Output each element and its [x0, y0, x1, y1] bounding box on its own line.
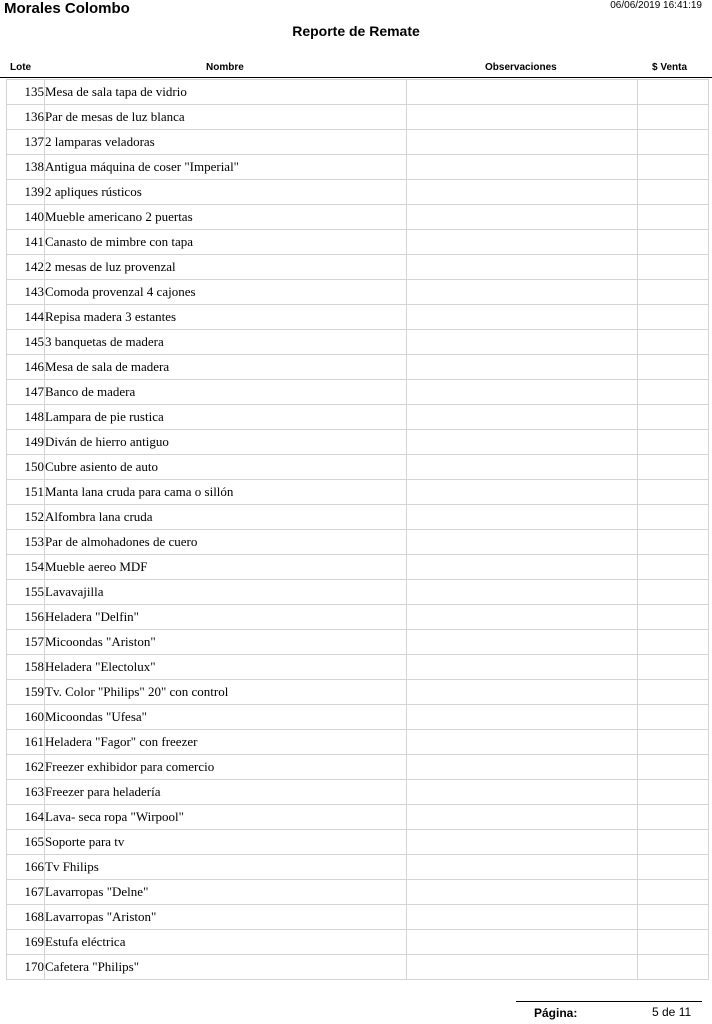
lot-venta [638, 480, 709, 505]
lot-name: Manta lana cruda para cama o sillón [45, 480, 407, 505]
table-row [7, 730, 709, 755]
lot-observaciones [407, 405, 638, 430]
lot-observaciones [407, 255, 638, 280]
column-header-venta: $ Venta [652, 62, 688, 73]
lot-venta [638, 505, 709, 530]
table-row [7, 855, 709, 880]
lot-number: 137 [7, 130, 45, 155]
table-row [7, 280, 709, 305]
lot-name: Repisa madera 3 estantes [45, 305, 407, 330]
table-row [7, 580, 709, 605]
lot-name: Lavavajilla [45, 580, 407, 605]
table-row [7, 955, 709, 980]
table-row [7, 355, 709, 380]
lot-name: Tv Fhilips [45, 855, 407, 880]
lot-venta [638, 530, 709, 555]
lot-number: 157 [7, 630, 45, 655]
lot-number: 148 [7, 405, 45, 430]
lot-venta [638, 930, 709, 955]
lot-observaciones [407, 755, 638, 780]
lot-name: Cubre asiento de auto [45, 455, 407, 480]
table-row [7, 430, 709, 455]
lot-number: 147 [7, 380, 45, 405]
lot-name: 2 mesas de luz provenzal [45, 255, 407, 280]
lot-name: Par de almohadones de cuero [45, 530, 407, 555]
column-header-lote: Lote [10, 62, 32, 73]
lot-observaciones [407, 580, 638, 605]
table-row [7, 530, 709, 555]
lot-name: Mesa de sala tapa de vidrio [45, 80, 407, 105]
company-name: Morales Colombo [4, 0, 130, 17]
lot-observaciones [407, 880, 638, 905]
lot-venta [638, 730, 709, 755]
lot-number: 153 [7, 530, 45, 555]
lot-venta [638, 180, 709, 205]
table-row [7, 880, 709, 905]
table-row [7, 780, 709, 805]
lot-name: Diván de hierro antiguo [45, 430, 407, 455]
lot-observaciones [407, 930, 638, 955]
lot-venta [638, 255, 709, 280]
lot-number: 156 [7, 605, 45, 630]
table-row [7, 805, 709, 830]
table-row [7, 380, 709, 405]
lot-name: Par de mesas de luz blanca [45, 105, 407, 130]
lot-name: 2 lamparas veladoras [45, 130, 407, 155]
lot-venta [638, 405, 709, 430]
lot-number: 143 [7, 280, 45, 305]
lot-number: 169 [7, 930, 45, 955]
lot-venta [638, 755, 709, 780]
table-row [7, 105, 709, 130]
lot-venta [638, 205, 709, 230]
lot-name: 2 apliques rústicos [45, 180, 407, 205]
lot-name: Heladera "Delfin" [45, 605, 407, 630]
lot-number: 141 [7, 230, 45, 255]
table-row [7, 155, 709, 180]
lot-number: 145 [7, 330, 45, 355]
lot-venta [638, 705, 709, 730]
lot-observaciones [407, 730, 638, 755]
lot-venta [638, 955, 709, 980]
lot-venta [638, 305, 709, 330]
lot-number: 139 [7, 180, 45, 205]
lot-name: Tv. Color "Philips" 20" con control [45, 680, 407, 705]
lot-observaciones [407, 80, 638, 105]
table-row [7, 505, 709, 530]
table-row [7, 630, 709, 655]
lots-table [6, 79, 709, 980]
lot-number: 170 [7, 955, 45, 980]
lot-name: Comoda provenzal 4 cajones [45, 280, 407, 305]
lot-observaciones [407, 480, 638, 505]
lot-observaciones [407, 655, 638, 680]
lot-observaciones [407, 505, 638, 530]
lot-name: Lavarropas "Ariston" [45, 905, 407, 930]
lot-number: 144 [7, 305, 45, 330]
table-row [7, 680, 709, 705]
lot-venta [638, 330, 709, 355]
lot-number: 152 [7, 505, 45, 530]
lot-observaciones [407, 280, 638, 305]
table-row [7, 605, 709, 630]
lot-observaciones [407, 530, 638, 555]
lots-table-body [7, 80, 709, 980]
lot-name: Estufa eléctrica [45, 930, 407, 955]
lot-venta [638, 830, 709, 855]
lot-number: 146 [7, 355, 45, 380]
lot-venta [638, 280, 709, 305]
table-row [7, 305, 709, 330]
table-row [7, 405, 709, 430]
lot-observaciones [407, 355, 638, 380]
lot-observaciones [407, 155, 638, 180]
lot-name: Cafetera "Philips" [45, 955, 407, 980]
lot-number: 154 [7, 555, 45, 580]
report-title: Reporte de Remate [292, 23, 420, 39]
lot-venta [638, 105, 709, 130]
lot-name: Freezer para heladería [45, 780, 407, 805]
lot-observaciones [407, 230, 638, 255]
table-row [7, 255, 709, 280]
lot-observaciones [407, 705, 638, 730]
lot-name: Antigua máquina de coser "Imperial" [45, 155, 407, 180]
table-row [7, 480, 709, 505]
lot-venta [638, 555, 709, 580]
lot-observaciones [407, 455, 638, 480]
lot-observaciones [407, 430, 638, 455]
page-label: Página: [534, 1006, 578, 1020]
lot-observaciones [407, 630, 638, 655]
lot-venta [638, 580, 709, 605]
lot-observaciones [407, 855, 638, 880]
lot-observaciones [407, 305, 638, 330]
lot-venta [638, 380, 709, 405]
lot-name: Micoondas "Ufesa" [45, 705, 407, 730]
lot-observaciones [407, 105, 638, 130]
table-row [7, 455, 709, 480]
lot-number: 167 [7, 880, 45, 905]
lot-observaciones [407, 205, 638, 230]
lot-venta [638, 780, 709, 805]
lot-number: 150 [7, 455, 45, 480]
table-row [7, 905, 709, 930]
lot-name: Freezer exhibidor para comercio [45, 755, 407, 780]
lot-observaciones [407, 955, 638, 980]
table-row [7, 555, 709, 580]
lot-number: 136 [7, 105, 45, 130]
lot-venta [638, 905, 709, 930]
lot-name: Soporte para tv [45, 830, 407, 855]
table-row [7, 655, 709, 680]
lot-number: 160 [7, 705, 45, 730]
lot-number: 163 [7, 780, 45, 805]
lot-name: Lampara de pie rustica [45, 405, 407, 430]
lot-name: Mueble americano 2 puertas [45, 205, 407, 230]
lot-observaciones [407, 605, 638, 630]
lot-observaciones [407, 680, 638, 705]
table-row [7, 930, 709, 955]
table-row [7, 180, 709, 205]
lot-name: Mesa de sala de madera [45, 355, 407, 380]
lot-number: 159 [7, 680, 45, 705]
lot-venta [638, 80, 709, 105]
lot-name: Heladera "Electolux" [45, 655, 407, 680]
lot-venta [638, 430, 709, 455]
lot-venta [638, 855, 709, 880]
lot-name: Mueble aereo MDF [45, 555, 407, 580]
lot-number: 155 [7, 580, 45, 605]
page-number: 5 de 11 [652, 1005, 692, 1019]
lot-observaciones [407, 555, 638, 580]
lot-name: Banco de madera [45, 380, 407, 405]
lot-observaciones [407, 330, 638, 355]
lot-venta [638, 880, 709, 905]
lot-venta [638, 655, 709, 680]
table-row [7, 755, 709, 780]
lot-venta [638, 155, 709, 180]
column-header-observaciones: Observaciones [485, 62, 557, 73]
lot-observaciones [407, 905, 638, 930]
table-row [7, 830, 709, 855]
table-row [7, 80, 709, 105]
report-datetime: 06/06/2019 16:41:19 [610, 0, 702, 11]
lot-venta [638, 680, 709, 705]
table-row [7, 130, 709, 155]
lot-venta [638, 630, 709, 655]
lot-venta [638, 130, 709, 155]
lot-observaciones [407, 805, 638, 830]
lot-venta [638, 605, 709, 630]
lot-venta [638, 230, 709, 255]
lot-number: 135 [7, 80, 45, 105]
lot-observaciones [407, 830, 638, 855]
lot-number: 142 [7, 255, 45, 280]
table-row [7, 330, 709, 355]
lot-venta [638, 355, 709, 380]
table-row [7, 230, 709, 255]
lot-number: 158 [7, 655, 45, 680]
lot-name: 3 banquetas de madera [45, 330, 407, 355]
footer-divider [516, 1001, 702, 1002]
table-row [7, 705, 709, 730]
table-row [7, 205, 709, 230]
lot-name: Lavarropas "Delne" [45, 880, 407, 905]
lot-name: Heladera "Fagor" con freezer [45, 730, 407, 755]
lot-observaciones [407, 780, 638, 805]
lot-number: 138 [7, 155, 45, 180]
column-header-nombre: Nombre [206, 62, 244, 73]
lot-venta [638, 805, 709, 830]
lot-number: 166 [7, 855, 45, 880]
lot-observaciones [407, 180, 638, 205]
lot-name: Lava- seca ropa "Wirpool" [45, 805, 407, 830]
lot-name: Alfombra lana cruda [45, 505, 407, 530]
lot-observaciones [407, 130, 638, 155]
lot-name: Canasto de mimbre con tapa [45, 230, 407, 255]
lot-number: 140 [7, 205, 45, 230]
lot-number: 162 [7, 755, 45, 780]
lot-number: 151 [7, 480, 45, 505]
column-header-row [0, 61, 712, 77]
lot-number: 149 [7, 430, 45, 455]
lot-number: 164 [7, 805, 45, 830]
header-divider [0, 77, 712, 78]
lot-name: Micoondas "Ariston" [45, 630, 407, 655]
lot-number: 161 [7, 730, 45, 755]
lot-number: 165 [7, 830, 45, 855]
lot-number: 168 [7, 905, 45, 930]
lot-observaciones [407, 380, 638, 405]
lot-venta [638, 455, 709, 480]
